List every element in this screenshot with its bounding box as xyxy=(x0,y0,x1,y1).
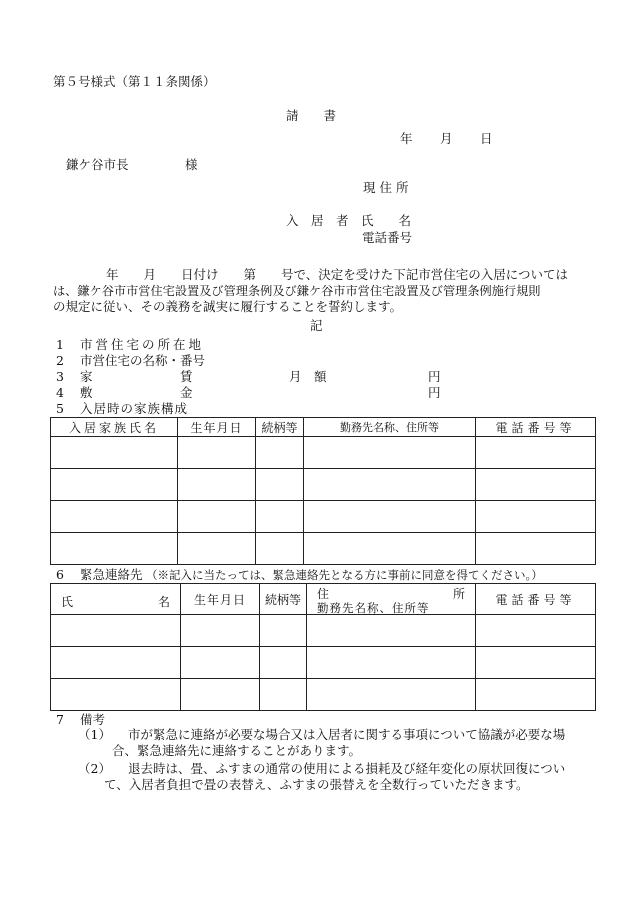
applicant-name-label: 入 居 者 氏 名 xyxy=(286,213,412,228)
emergency-header-relation: 続柄等 xyxy=(260,584,307,615)
emergency-cell[interactable] xyxy=(51,647,181,679)
emergency-cell[interactable] xyxy=(51,615,181,647)
item-no-4: 4 xyxy=(56,385,64,400)
emergency-cell[interactable] xyxy=(476,647,596,679)
family-header-phone: 電話番号等 xyxy=(476,418,596,437)
date-day: 日 xyxy=(480,131,493,146)
emergency-note: （※記入に当たっては、緊急連絡先となる方に事前に同意を得てください。） xyxy=(146,568,543,582)
addressee-name: 鎌ケ谷市長 xyxy=(66,157,129,172)
body-line-3: の規定に従い、その義務を誠実に履行することを誓約します。 xyxy=(53,299,403,314)
emergency-cell[interactable] xyxy=(307,615,476,647)
family-cell[interactable] xyxy=(256,437,304,469)
emergency-cell[interactable] xyxy=(307,679,476,711)
item-no-3: 3 xyxy=(56,369,64,384)
emergency-cell[interactable] xyxy=(260,647,307,679)
item-no-2: 2 xyxy=(56,353,64,368)
family-cell[interactable] xyxy=(51,533,178,565)
emergency-cell[interactable] xyxy=(260,615,307,647)
emergency-cell[interactable] xyxy=(307,647,476,679)
body-line-1: 年 月 日付け 第 号で、決定を受けた下記市営住宅の入居については xyxy=(106,267,569,282)
document-title: 請 書 xyxy=(286,108,337,123)
family-cell[interactable] xyxy=(304,469,476,501)
remark-2-line2: て、入居者負担で畳の表替え、ふすまの張替えを全数行っていただきます。 xyxy=(104,777,529,792)
emergency-header-address-b: 所 xyxy=(452,587,465,601)
rent-unit: 円 xyxy=(428,369,441,384)
emergency-cell[interactable] xyxy=(181,615,260,647)
remarks-no: 7 xyxy=(56,712,64,727)
emergency-header-name-b: 名 xyxy=(157,595,170,609)
emergency-cell[interactable] xyxy=(476,615,596,647)
emergency-header-address xyxy=(307,584,476,615)
addressee-honorific: 様 xyxy=(185,157,198,172)
ki-mark: 記 xyxy=(310,318,323,333)
emergency-heading: 緊急連絡先 xyxy=(80,567,143,582)
item-label-1: 市営住宅の所在地 xyxy=(80,337,205,352)
emergency-header-name-a: 氏 xyxy=(61,595,74,609)
emergency-cell[interactable] xyxy=(260,679,307,711)
family-cell[interactable] xyxy=(178,437,256,469)
family-header-workplace: 勤務先名称、住所等 xyxy=(304,418,476,437)
remark-2-line1: 退去時は、畳、ふすまの通常の使用による損耗及び経年変化の原状回復につい xyxy=(128,761,566,776)
family-cell[interactable] xyxy=(304,533,476,565)
family-cell[interactable] xyxy=(304,501,476,533)
item-label-4: 敷 金 xyxy=(80,385,193,400)
family-cell[interactable] xyxy=(178,501,256,533)
emergency-header-address-a: 住 xyxy=(317,587,330,601)
emergency-header-name xyxy=(51,584,181,615)
emergency-cell[interactable] xyxy=(181,679,260,711)
family-cell[interactable] xyxy=(51,469,178,501)
emergency-cell[interactable] xyxy=(476,679,596,711)
emergency-cell[interactable] xyxy=(51,679,181,711)
table-row xyxy=(51,469,596,501)
form-number: 第５号様式（第１１条関係） xyxy=(53,74,216,89)
table-row xyxy=(51,437,596,469)
emergency-header-address-c: 勤務先名称、住所等 xyxy=(317,601,430,615)
table-row xyxy=(51,501,596,533)
family-cell[interactable] xyxy=(476,501,596,533)
table-row xyxy=(51,647,596,679)
table-row xyxy=(51,533,596,565)
table-row xyxy=(51,615,596,647)
remark-1-line2: 合、緊急連絡先に連絡することがあります。 xyxy=(112,743,362,758)
remarks-label: 備考 xyxy=(80,712,106,727)
phone-label: 電話番号 xyxy=(362,230,413,245)
rent-monthly-label: 月 額 xyxy=(289,369,327,384)
family-cell[interactable] xyxy=(304,437,476,469)
remark-1-no: （1） xyxy=(78,727,111,742)
body-line-2: は、鎌ケ谷市市営住宅設置及び管理条例及び鎌ケ谷市市営住宅設置及び管理条例施行規則 xyxy=(53,284,541,298)
family-cell[interactable] xyxy=(256,469,304,501)
family-header-dob: 生年月日 xyxy=(178,418,256,437)
family-header-name: 入居家族氏名 xyxy=(51,418,178,437)
family-header-relation: 続柄等 xyxy=(256,418,304,437)
emergency-cell[interactable] xyxy=(181,647,260,679)
family-cell[interactable] xyxy=(178,469,256,501)
family-cell[interactable] xyxy=(476,469,596,501)
emergency-no: 6 xyxy=(56,567,64,582)
table-row xyxy=(51,679,596,711)
family-cell[interactable] xyxy=(178,533,256,565)
emergency-header-phone: 電話番号等 xyxy=(476,584,596,615)
family-cell[interactable] xyxy=(256,501,304,533)
address-label: 現 住 所 xyxy=(363,180,409,195)
family-cell[interactable] xyxy=(51,501,178,533)
emergency-header-dob: 生年月日 xyxy=(181,584,260,615)
item-label-3: 家 賃 xyxy=(80,369,193,384)
item-label-5: 入居時の家族構成 xyxy=(80,401,189,416)
date-month: 月 xyxy=(440,131,453,146)
family-table xyxy=(50,417,596,565)
family-cell[interactable] xyxy=(51,437,178,469)
remark-1-line1: 市が緊急に連絡が必要な場合又は入居者に関する事項について協議が必要な場 xyxy=(128,727,566,742)
family-cell[interactable] xyxy=(476,437,596,469)
item-label-2: 市営住宅の名称・番号 xyxy=(80,353,206,368)
family-cell[interactable] xyxy=(476,533,596,565)
item-no-1: 1 xyxy=(56,337,64,352)
emergency-table xyxy=(50,583,596,711)
remark-2-no: （2） xyxy=(78,761,111,776)
date-year: 年 xyxy=(400,131,413,146)
deposit-unit: 円 xyxy=(428,385,441,400)
item-no-5: 5 xyxy=(56,401,64,416)
family-cell[interactable] xyxy=(256,533,304,565)
